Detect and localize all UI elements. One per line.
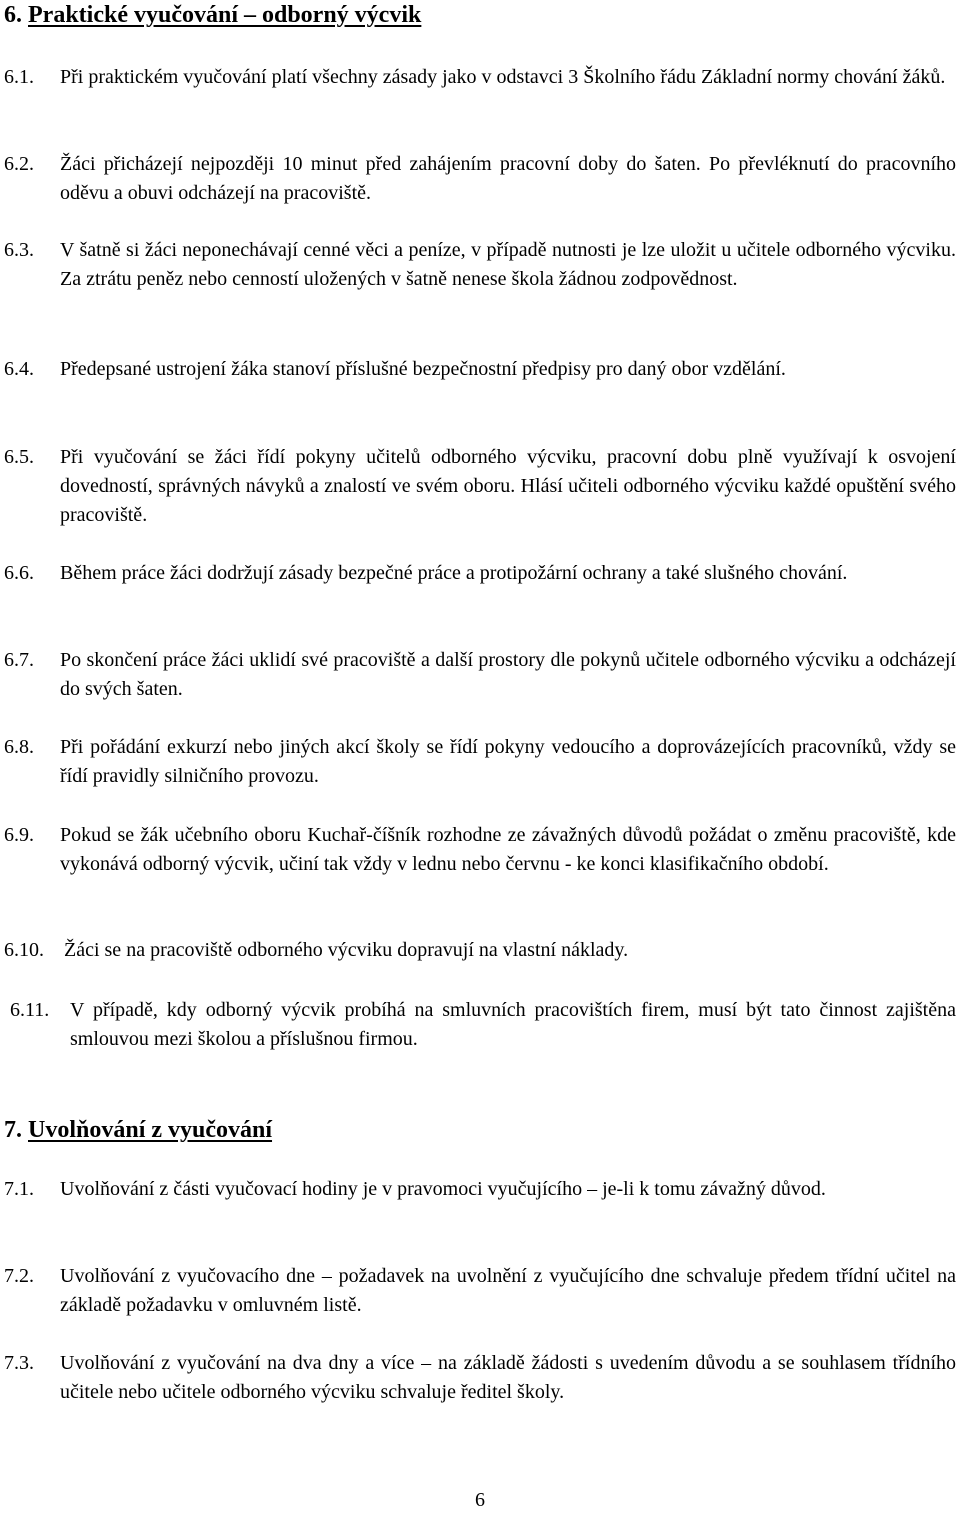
paragraph-text: Uvolňování z vyučovacího dne – požadavek na uvolnění z vyučujícího dne schvaluje předem třídní učitel na základě požadavku v omluvném listě.: [60, 1265, 956, 1316]
paragraph-6-2: [4, 150, 956, 208]
paragraph-text: Při praktickém vyučování platí všechny zásady jako v odstavci 3 Školního řádu Základní normy chování žáků.: [60, 66, 946, 88]
paragraph-text: V šatně si žáci neponechávají cenné věci a peníze, v případě nutnosti je lze uložit u učitele odborného výcviku. Za ztrátu peněz nebo cenností uložených v šatně nenese škola žádnou zodpovědnost.: [60, 239, 956, 290]
paragraph-7-3: [4, 1349, 956, 1407]
paragraph-number: 6.3.: [4, 239, 34, 261]
paragraph-number: 6.6.: [4, 562, 34, 584]
paragraph-number: 7.1.: [4, 1178, 34, 1200]
section-7-title: Uvolňování z vyučování: [28, 1117, 273, 1143]
paragraph-number: 7.2.: [4, 1265, 34, 1287]
section-6-heading: [4, 0, 421, 30]
paragraph-number: 6.7.: [4, 649, 34, 671]
paragraph-text: V případě, kdy odborný výcvik probíhá na smluvních pracovištích firem, musí být tato činnost zajištěna smlouvou mezi školou a příslušnou firmou.: [70, 999, 956, 1050]
paragraph-number: 6.9.: [4, 824, 34, 846]
paragraph-text: Žáci přicházejí nejpozději 10 minut před zahájením pracovní doby do šaten. Po převléknutí do pracovního oděvu a obuvi odcházejí na pracoviště.: [60, 153, 956, 204]
paragraph-number: 6.4.: [4, 358, 34, 380]
paragraph-text: Předepsané ustrojení žáka stanoví příslušné bezpečnostní předpisy pro daný obor vzdělání.: [60, 358, 786, 380]
paragraph-number: 6.1.: [4, 66, 34, 88]
section-7-heading: [4, 1115, 272, 1145]
paragraph-text: Uvolňování z vyučování na dva dny a více – na základě žádosti s uvedením důvodu a se souhlasem třídního učitele nebo učitele odborného výcviku schvaluje ředitel školy.: [60, 1352, 956, 1403]
paragraph-7-1: [4, 1175, 956, 1204]
paragraph-6-8: [4, 733, 956, 791]
section-6-title: Praktické vyučování – odborný výcvik: [28, 2, 422, 28]
paragraph-6-3: [4, 236, 956, 294]
paragraph-6-5: [4, 443, 956, 530]
paragraph-text: Během práce žáci dodržují zásady bezpečné práce a protipožární ochrany a také slušného chování.: [60, 562, 848, 584]
paragraph-6-1: [4, 63, 956, 92]
paragraph-text: Po skončení práce žáci uklidí své pracoviště a další prostory dle pokynů učitele odborného výcviku a odcházejí do svých šaten.: [60, 649, 956, 700]
paragraph-number: 7.3.: [4, 1352, 34, 1374]
paragraph-text: Při pořádání exkurzí nebo jiných akcí školy se řídí pokyny vedoucího a doprovázejících pracovníků, vždy se řídí pravidly silničního provozu.: [60, 736, 956, 787]
paragraph-6-9: [4, 821, 956, 879]
paragraph-number: 6.2.: [4, 153, 34, 175]
paragraph-number: 6.10.: [4, 939, 44, 961]
page-number: 6: [475, 1489, 485, 1511]
paragraph-text: Pokud se žák učebního oboru Kuchař-číšník rozhodne ze závažných důvodů požádat o změnu pracoviště, kde vykonává odborný výcvik, učiní tak vždy v lednu nebo červnu - ke konci klasifikačního období.: [60, 824, 956, 875]
paragraph-number: 6.5.: [4, 446, 34, 468]
section-6-number: 6.: [4, 2, 22, 28]
paragraph-number: 6.11.: [10, 999, 50, 1021]
section-7-number: 7.: [4, 1117, 22, 1143]
paragraph-6-10: [4, 936, 956, 965]
paragraph-6-7: [4, 646, 956, 704]
paragraph-text: Žáci se na pracoviště odborného výcviku dopravují na vlastní náklady.: [64, 939, 629, 961]
paragraph-text: Uvolňování z části vyučovací hodiny je v pravomoci vyučujícího – je-li k tomu závažný důvod.: [60, 1178, 826, 1200]
paragraph-6-11: [10, 996, 956, 1054]
paragraph-7-2: [4, 1262, 956, 1320]
paragraph-number: 6.8.: [4, 736, 34, 758]
paragraph-text: Při vyučování se žáci řídí pokyny učitelů odborného výcviku, pracovní dobu plně využívají k osvojení dovedností, správných návyků a znalostí ve svém oboru. Hlásí učiteli odborného výcviku každé opuštění svého pracoviště.: [60, 446, 956, 526]
paragraph-6-4: [4, 355, 956, 384]
paragraph-6-6: [4, 559, 956, 588]
